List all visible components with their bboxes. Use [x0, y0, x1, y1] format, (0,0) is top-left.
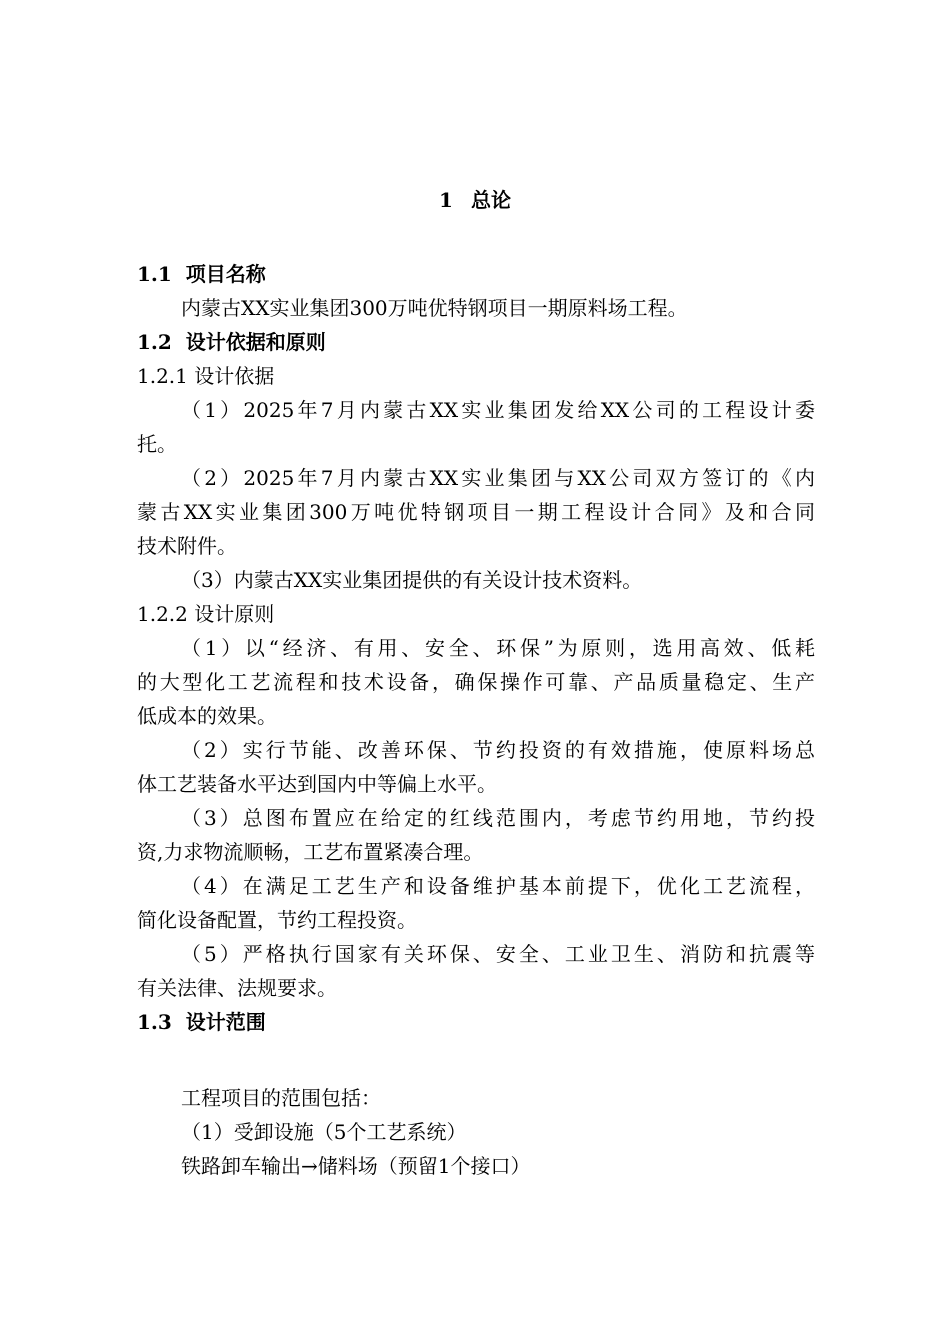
subsection-heading-principles: 1.2.2 设计原则: [137, 602, 275, 626]
principle-1-line-2: 的大型化工艺流程和技术设备，确保操作可靠、产品质量稳定、生产: [137, 670, 815, 694]
scope-item-1: （1）受卸设施（5个工艺系统）: [181, 1120, 467, 1144]
principle-1-line-1: （1）以“经济、有用、安全、环保”为原则，选用高效、低耗: [181, 636, 815, 660]
basis-item-2-line-3: 技术附件。: [137, 534, 237, 558]
principle-4-line-2: 简化设备配置，节约工程投资。: [137, 908, 417, 932]
section-heading-1-2: [137, 325, 815, 359]
section-heading-1-3: [137, 1005, 815, 1039]
basis-item-2-line-2: 蒙古XX实业集团300万吨优特钢项目一期工程设计合同》及和合同: [137, 500, 815, 524]
principle-3-line-1: （3）总图布置应在给定的红线范围内，考虑节约用地，节约投: [181, 806, 815, 830]
principle-4-line-1: （4）在满足工艺生产和设备维护基本前提下，优化工艺流程，: [181, 874, 815, 898]
basis-item-3-line-1: （3）内蒙古XX实业集团提供的有关设计技术资料。: [181, 568, 643, 592]
section-number: 1.3: [137, 1010, 172, 1034]
principle-2-line-2: 体工艺装备水平达到国内中等偏上水平。: [137, 772, 497, 796]
document-body: [137, 257, 815, 1183]
section-title: 项目名称: [185, 262, 266, 286]
scope-item-2: 铁路卸车输出→储料场（预留1个接口）: [181, 1154, 531, 1178]
section-number: 1.2: [137, 330, 172, 354]
project-name-paragraph: 内蒙古XX实业集团300万吨优特钢项目一期原料场工程。: [181, 296, 688, 320]
section-title: 设计范围: [185, 1010, 266, 1034]
principle-1-line-3: 低成本的效果。: [137, 704, 277, 728]
subsection-heading-basis: 1.2.1 设计依据: [137, 364, 275, 388]
basis-item-1-line-1: （1）2025年7月内蒙古XX实业集团发给XX公司的工程设计委: [181, 398, 815, 422]
basis-item-2-line-1: （2）2025年7月内蒙古XX实业集团与XX公司双方签订的《内: [181, 466, 815, 490]
basis-item-1-line-2: 托。: [137, 432, 177, 456]
chapter-title-text: 总论: [470, 188, 511, 212]
spacer: [137, 1039, 815, 1081]
section-heading-1-1: [137, 257, 815, 291]
scope-intro: 工程项目的范围包括：: [181, 1086, 381, 1110]
principle-3-line-2: 资,力求物流顺畅，工艺布置紧凑合理。: [137, 840, 484, 864]
principle-5-line-2: 有关法律、法规要求。: [137, 976, 337, 1000]
section-number: 1.1: [137, 262, 172, 286]
principle-2-line-1: （2）实行节能、改善环保、节约投资的有效措施，使原料场总: [181, 738, 815, 762]
chapter-title: [0, 186, 950, 214]
section-title: 设计依据和原则: [185, 330, 326, 354]
principle-5-line-1: （5）严格执行国家有关环保、安全、工业卫生、消防和抗震等: [181, 942, 815, 966]
chapter-number: 1: [439, 188, 453, 212]
